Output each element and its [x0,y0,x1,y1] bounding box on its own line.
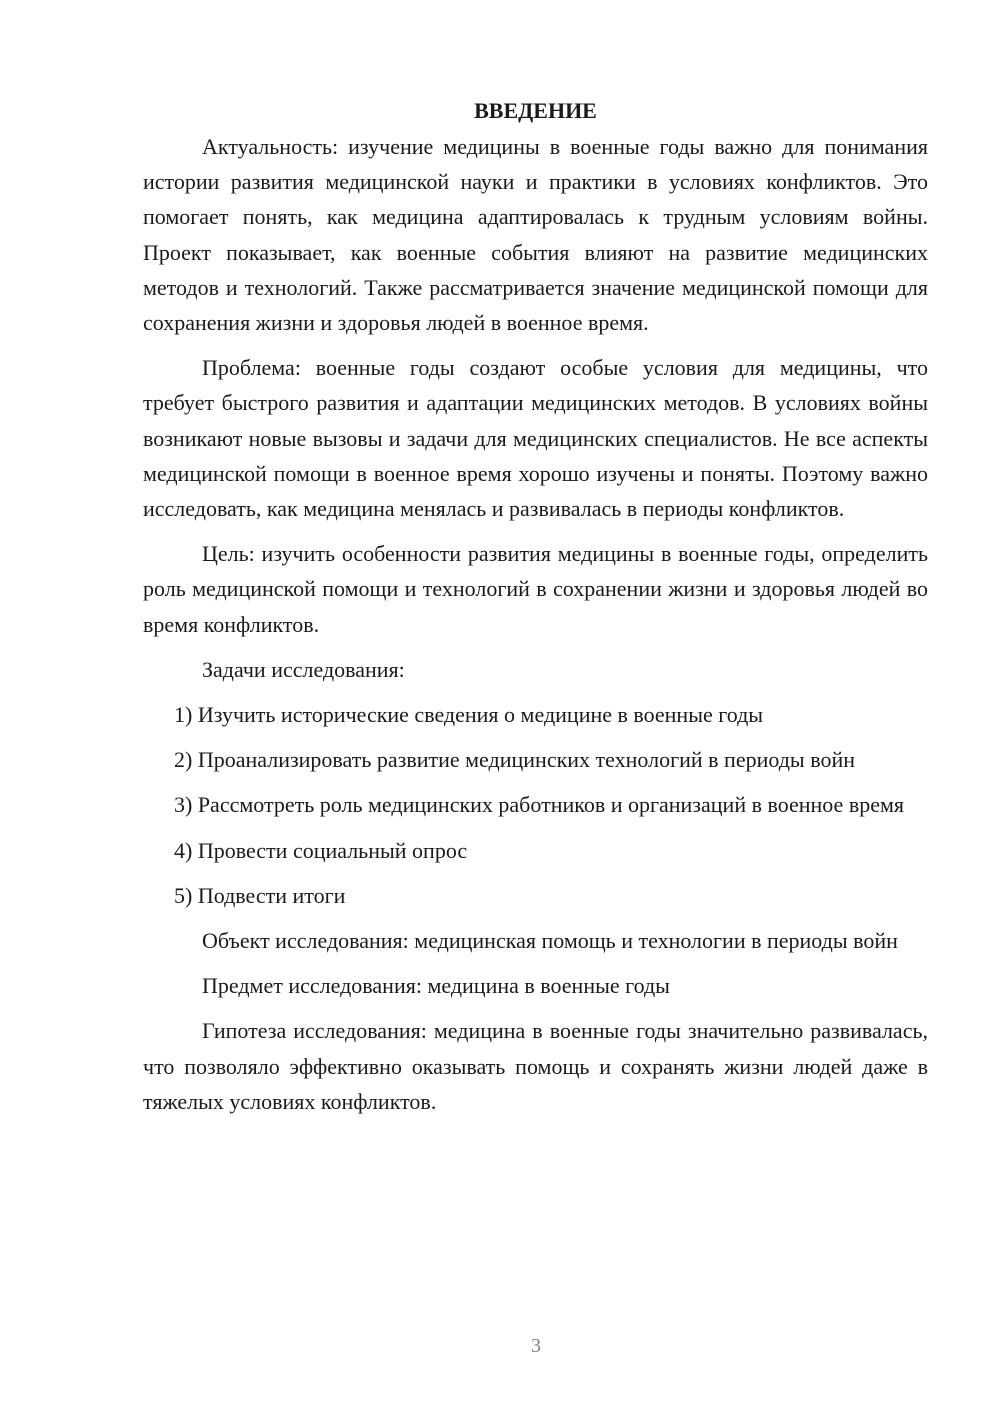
paragraph-relevance: Актуальность: изучение медицины в военные годы важно для понимания истории развития медицинской науки и практики в условиях конфликтов. Это помогает понять, как медицина адаптировалась к трудным условиям войны. Проект показывает, как военные события влияют на развитие медицинских методов и технологий. Также рассматривается значение медицинской помощи для сохранения жизни и здоровья людей в военное время. [143,134,928,336]
task-item-2: 2) Проанализировать развитие медицинских технологий в периоды войн [174,747,855,773]
paragraph-object: Объект исследования: медицинская помощь и технологии в периоды войн [202,928,898,954]
task-item-5: 5) Подвести итоги [174,882,346,908]
task-item-1: 1) Изучить исторические сведения о медицине в военные годы [174,702,764,728]
task-item-3: 3) Рассмотреть роль медицинских работников и организаций в военное время [174,792,905,818]
page-content [143,96,928,1129]
paragraph-problem: Проблема: военные годы создают особые условия для медицины, что требует быстрого развития и адаптации медицинских методов. В условиях войны возникают новые вызовы и задачи для медицинских специалистов. Не все аспекты медицинской помощи в военное время хорошо изучены и поняты. Поэтому важно исследовать, как медицина менялась и развивалась в периоды конфликтов. [143,355,928,522]
page-number: 3 [531,1335,541,1357]
task-item-4: 4) Провести социальный опрос [174,837,468,863]
paragraph-tasks-heading: Задачи исследования: [202,656,405,682]
paragraph-hypothesis: Гипотеза исследования: медицина в военные годы значительно развивалась, что позволяло эффективно оказывать помощь и сохранять жизни людей даже в тяжелых условиях конфликтов. [143,1018,928,1114]
section-title: ВВЕДЕНИЕ [474,98,597,123]
paragraph-subject: Предмет исследования: медицина в военные годы [202,973,670,999]
paragraph-goal: Цель: изучить особенности развития медицины в военные годы, определить роль медицинской помощи и технологий в сохранении жизни и здоровья людей во время конфликтов. [143,541,928,637]
